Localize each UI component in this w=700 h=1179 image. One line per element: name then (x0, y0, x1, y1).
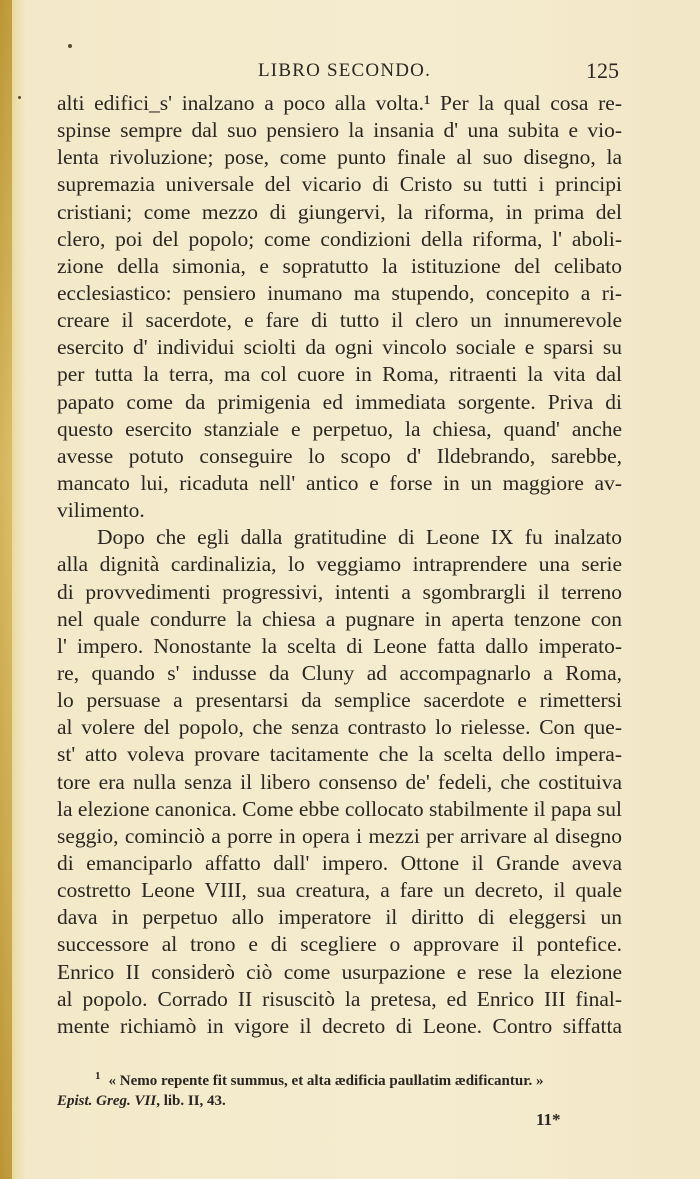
text-line: supremazia universale del vicario di Cristo su tutti i principi (57, 172, 622, 197)
footnote-quote: « Nemo repente fit summus, et alta ædificia paullatim ædificantur. » (108, 1073, 544, 1089)
text-line: alti edifici_s' inalzano a poco alla volta.¹ Per la qual cosa re- (57, 91, 622, 115)
text-line: la elezione canonica. Come ebbe collocato stabilmente il papa sul (57, 796, 622, 821)
text-line: zione della simonia, e sopratutto la istituzione del celibato (57, 253, 622, 278)
text-line: avesse potuto conseguire lo scopo d' Ildebrando, sarebbe, (57, 443, 622, 468)
text-line: Enrico II considerò ciò come usurpazione e rese la elezione (57, 959, 622, 984)
text-line: di provvedimenti progressivi, intenti a sgombrargli il terreno (57, 579, 622, 604)
text-line: l' impero. Nonostante la scelta di Leone fatta dallo imperato- (57, 633, 622, 658)
text-line: ecclesiastico: pensiero inumano ma stupendo, concepito a ri- (57, 280, 622, 305)
text-line: tore era nulla senza il libero consenso de' fedeli, che costituiva (57, 769, 622, 794)
text-line: lo persuase a presentarsi da semplice sacerdote e rimettersi (57, 688, 622, 713)
text-line: mancato lui, ricaduta nell' antico e forse in un maggiore av- (57, 470, 622, 495)
text-line: papato come da primigenia ed immediata sorgente. Priva di (57, 389, 622, 414)
footnote-reference: , lib. II, 43. (156, 1093, 226, 1109)
main-text (57, 90, 622, 1040)
paragraph-end-line: vilimento. (57, 498, 145, 523)
text-line: creare il sacerdote, e fare di tutto il clero un innumerevole (57, 308, 622, 333)
text-line: spinse sempre dal suo pensiero la insania d' una subita e vio- (57, 118, 622, 143)
text-line: re, quando s' indusse da Cluny ad accompagnarlo a Roma, (57, 660, 622, 685)
text-line: al volere del popolo, che senza contrasto lo rielesse. Con que- (57, 715, 622, 740)
text-line: costretto Leone VIII, sua creatura, a fare un decreto, il quale (57, 878, 622, 903)
text-line: di emanciparlo affatto dall' impero. Ottone il Grande aveva (57, 850, 622, 875)
text-line: successore al trono e di scegliere o approvare il pontefice. (57, 932, 622, 957)
text-line: mente richiamò in vigore il decreto di Leone. Contro siffatta (57, 1013, 622, 1038)
text-line: per tutta la terra, ma col cuore in Roma, ritraenti la vita dal (57, 362, 622, 387)
footnote-source: Epist. Greg. VII (57, 1093, 157, 1109)
text-line: esercito d' individui sciolti da ogni vincolo sociale e sparsi su (57, 335, 622, 360)
footnote-source-line (57, 1091, 622, 1111)
text-line: questo esercito stanziale e perpetuo, la chiesa, quand' anche (57, 416, 622, 441)
text-line: al popolo. Corrado II risuscitò la pretesa, ed Enrico III final- (57, 986, 622, 1011)
text-line: st' atto voleva provare tacitamente che la scelta dello impera- (57, 742, 622, 767)
footnote (57, 1066, 622, 1111)
text-line: cristiani; come mezzo di giungervi, la riforma, in prima del (57, 199, 622, 224)
page-number: 125 (586, 58, 619, 83)
page-edge-stain (0, 0, 12, 1179)
page-header (0, 58, 700, 88)
text-line: seggio, cominciò a porre in opera i mezzi per arrivare al disegno (57, 823, 622, 848)
text-line: lenta rivoluzione; pose, come punto finale al suo disegno, la (57, 145, 622, 170)
footnote-mark: 1 (95, 1070, 101, 1082)
footnote-quote-line (57, 1066, 622, 1091)
running-title: LIBRO SECONDO. (258, 60, 432, 81)
text-line: clero, poi del popolo; come condizioni della riforma, l' aboli- (57, 226, 622, 251)
text-line: alla dignità cardinalizia, lo veggiamo intraprendere una serie (57, 552, 622, 577)
text-line: dava in perpetuo allo imperatore il diritto di eleggersi un (57, 905, 622, 930)
ink-speck (68, 44, 72, 48)
text-line: nel quale condurre la chiesa a pugnare in aperta tenzone con (57, 606, 622, 631)
ink-speck (18, 96, 21, 99)
paragraph-start-line: Dopo che egli dalla gratitudine di Leone IX fu inalzato (97, 525, 622, 550)
signature-mark: 11* (536, 1110, 561, 1129)
